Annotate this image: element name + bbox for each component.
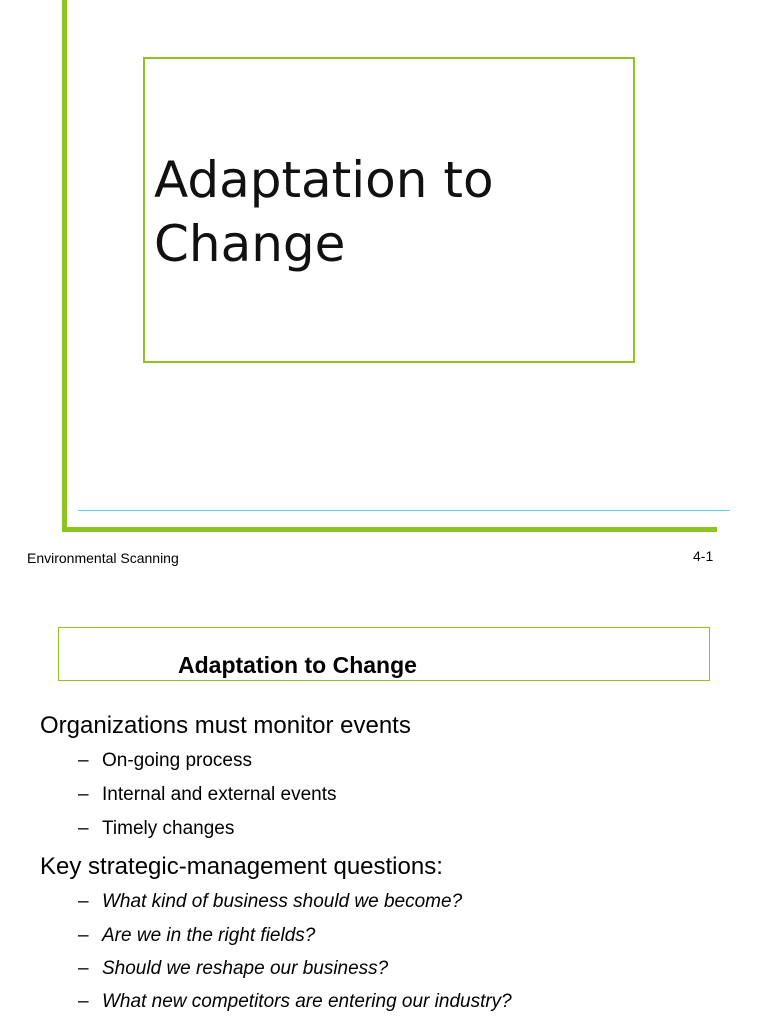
dash-bullet: –: [78, 991, 89, 1012]
slide-divider-line: [78, 510, 730, 511]
list-item-text: What kind of business should we become?: [102, 891, 463, 912]
list-item: [78, 890, 462, 914]
list-item-text: Internal and external events: [102, 784, 337, 805]
dash-bullet: –: [78, 925, 89, 946]
list-item: [78, 957, 388, 981]
dash-bullet: –: [78, 784, 89, 805]
list-item: [78, 817, 234, 841]
list-item: [78, 783, 337, 807]
list-item-text: Should we reshape our business?: [102, 958, 389, 979]
list-item-text: Timely changes: [102, 818, 235, 839]
dash-bullet: –: [78, 958, 89, 979]
list-item: [78, 749, 252, 773]
section-heading-monitor-events: Organizations must monitor events: [40, 712, 411, 739]
list-item: [78, 924, 315, 948]
slide-page-number: 4-1: [693, 548, 714, 564]
section-heading-strategic-questions: Key strategic-management questions:: [40, 853, 443, 880]
slide-footer-label: Environmental Scanning: [27, 550, 179, 566]
list-item: [78, 990, 512, 1014]
dash-bullet: –: [78, 891, 89, 912]
slide-title: Adaptation to Change: [154, 151, 494, 273]
list-item-text: Are we in the right fields?: [102, 925, 316, 946]
dash-bullet: –: [78, 750, 89, 771]
list-item-text: What new competitors are entering our industry?: [102, 991, 512, 1012]
dash-bullet: –: [78, 818, 89, 839]
slide-left-accent-bar: [62, 0, 67, 531]
list-item-text: On-going process: [102, 750, 252, 771]
slide-bottom-accent-bar: [62, 527, 717, 532]
slide2-title: Adaptation to Change: [178, 652, 417, 678]
